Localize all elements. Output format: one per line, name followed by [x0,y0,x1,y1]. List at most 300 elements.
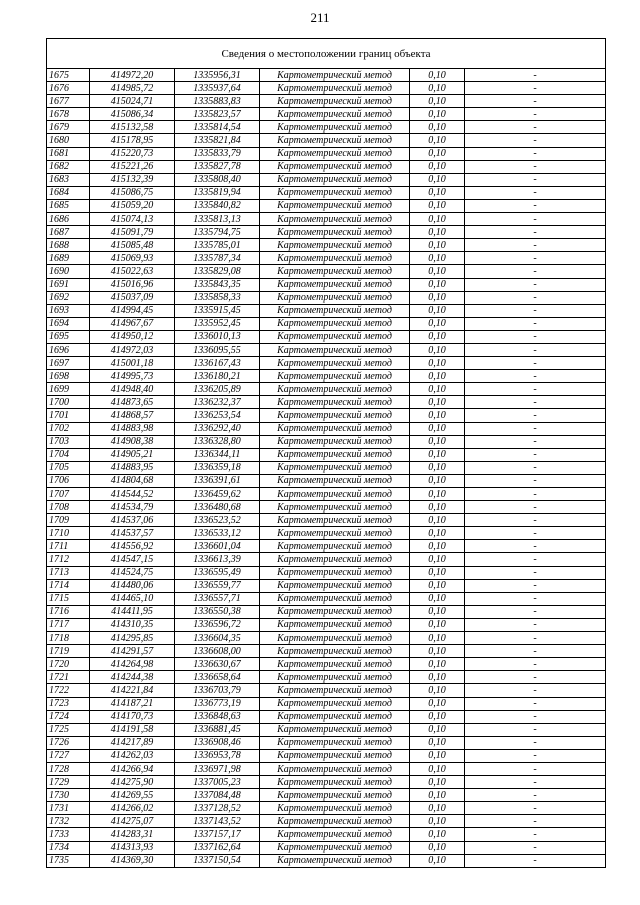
point-number-cell: 1717 [47,618,90,631]
description-cell: - [465,304,606,317]
point-number-cell: 1719 [47,645,90,658]
description-cell: - [465,461,606,474]
x-coordinate-cell: 415085,48 [90,239,175,252]
point-number-cell: 1734 [47,841,90,854]
y-coordinate-cell: 1336344,11 [175,448,260,461]
description-cell: - [465,645,606,658]
y-coordinate-cell: 1336010,13 [175,330,260,343]
x-coordinate-cell: 414244,38 [90,671,175,684]
y-coordinate-cell: 1337128,52 [175,802,260,815]
method-cell: Картометрический метод [260,448,410,461]
accuracy-cell: 0,10 [410,265,465,278]
x-coordinate-cell: 414262,03 [90,749,175,762]
accuracy-cell: 0,10 [410,317,465,330]
y-coordinate-cell: 1336205,89 [175,383,260,396]
description-cell: - [465,854,606,867]
description-cell: - [465,749,606,762]
x-coordinate-cell: 415178,95 [90,134,175,147]
method-cell: Картометрический метод [260,265,410,278]
description-cell: - [465,409,606,422]
method-cell: Картометрический метод [260,658,410,671]
description-cell: - [465,343,606,356]
table-row [47,658,606,671]
table-row [47,501,606,514]
method-cell: Картометрический метод [260,160,410,173]
accuracy-cell: 0,10 [410,749,465,762]
x-coordinate-cell: 414291,57 [90,645,175,658]
point-number-cell: 1718 [47,632,90,645]
method-cell: Картометрический метод [260,854,410,867]
y-coordinate-cell: 1336550,38 [175,605,260,618]
table-row [47,121,606,134]
y-coordinate-cell: 1336971,98 [175,762,260,775]
description-cell: - [465,357,606,370]
y-coordinate-cell: 1336848,63 [175,710,260,723]
method-cell: Картометрический метод [260,95,410,108]
y-coordinate-cell: 1336180,21 [175,370,260,383]
point-number-cell: 1693 [47,304,90,317]
accuracy-cell: 0,10 [410,291,465,304]
x-coordinate-cell: 414465,10 [90,592,175,605]
y-coordinate-cell: 1337143,52 [175,815,260,828]
x-coordinate-cell: 414967,67 [90,317,175,330]
method-cell: Картометрический метод [260,540,410,553]
description-cell: - [465,265,606,278]
table-row [47,723,606,736]
point-number-cell: 1716 [47,605,90,618]
point-number-cell: 1723 [47,697,90,710]
point-number-cell: 1689 [47,252,90,265]
x-coordinate-cell: 414480,06 [90,579,175,592]
method-cell: Картометрический метод [260,762,410,775]
method-cell: Картометрический метод [260,330,410,343]
y-coordinate-cell: 1335819,94 [175,186,260,199]
accuracy-cell: 0,10 [410,579,465,592]
y-coordinate-cell: 1336604,35 [175,632,260,645]
table-row [47,854,606,867]
table-row [47,317,606,330]
table-row [47,474,606,487]
accuracy-cell: 0,10 [410,514,465,527]
point-number-cell: 1715 [47,592,90,605]
table-row [47,278,606,291]
description-cell: - [465,422,606,435]
y-coordinate-cell: 1335821,84 [175,134,260,147]
x-coordinate-cell: 415022,63 [90,265,175,278]
table-row [47,762,606,775]
description-cell: - [465,527,606,540]
description-cell: - [465,226,606,239]
y-coordinate-cell: 1336359,18 [175,461,260,474]
method-cell: Картометрический метод [260,736,410,749]
table-row [47,409,606,422]
x-coordinate-cell: 414995,73 [90,370,175,383]
description-cell: - [465,658,606,671]
description-cell: - [465,488,606,501]
x-coordinate-cell: 414537,57 [90,527,175,540]
method-cell: Картометрический метод [260,278,410,291]
x-coordinate-cell: 414524,75 [90,566,175,579]
description-cell: - [465,632,606,645]
x-coordinate-cell: 415059,20 [90,199,175,212]
table-header-title: Сведения о местоположении границ объекта [46,38,606,68]
accuracy-cell: 0,10 [410,409,465,422]
y-coordinate-cell: 1335840,82 [175,199,260,212]
table-row [47,566,606,579]
point-number-cell: 1676 [47,82,90,95]
accuracy-cell: 0,10 [410,186,465,199]
y-coordinate-cell: 1336557,71 [175,592,260,605]
accuracy-cell: 0,10 [410,618,465,631]
point-number-cell: 1725 [47,723,90,736]
point-number-cell: 1711 [47,540,90,553]
point-number-cell: 1696 [47,343,90,356]
description-cell: - [465,147,606,160]
x-coordinate-cell: 415132,58 [90,121,175,134]
method-cell: Картометрический метод [260,474,410,487]
point-number-cell: 1685 [47,199,90,212]
point-number-cell: 1708 [47,501,90,514]
y-coordinate-cell: 1337162,64 [175,841,260,854]
description-cell: - [465,213,606,226]
x-coordinate-cell: 414873,65 [90,396,175,409]
point-number-cell: 1695 [47,330,90,343]
x-coordinate-cell: 414295,85 [90,632,175,645]
point-number-cell: 1681 [47,147,90,160]
y-coordinate-cell: 1335823,57 [175,108,260,121]
y-coordinate-cell: 1336328,80 [175,435,260,448]
table-row [47,291,606,304]
method-cell: Картометрический метод [260,317,410,330]
table-row [47,213,606,226]
method-cell: Картометрический метод [260,343,410,356]
point-number-cell: 1677 [47,95,90,108]
y-coordinate-cell: 1335883,83 [175,95,260,108]
table-row [47,749,606,762]
accuracy-cell: 0,10 [410,422,465,435]
accuracy-cell: 0,10 [410,684,465,697]
description-cell: - [465,710,606,723]
table-row [47,645,606,658]
description-cell: - [465,186,606,199]
accuracy-cell: 0,10 [410,527,465,540]
method-cell: Картометрический метод [260,501,410,514]
accuracy-cell: 0,10 [410,160,465,173]
accuracy-cell: 0,10 [410,645,465,658]
y-coordinate-cell: 1336596,72 [175,618,260,631]
x-coordinate-cell: 414369,30 [90,854,175,867]
x-coordinate-cell: 414883,98 [90,422,175,435]
accuracy-cell: 0,10 [410,789,465,802]
point-number-cell: 1710 [47,527,90,540]
table-row [47,383,606,396]
method-cell: Картометрический метод [260,199,410,212]
y-coordinate-cell: 1335814,54 [175,121,260,134]
description-cell: - [465,82,606,95]
method-cell: Картометрический метод [260,82,410,95]
description-cell: - [465,501,606,514]
x-coordinate-cell: 415086,75 [90,186,175,199]
y-coordinate-cell: 1336559,77 [175,579,260,592]
table-row [47,82,606,95]
y-coordinate-cell: 1336595,49 [175,566,260,579]
y-coordinate-cell: 1336953,78 [175,749,260,762]
description-cell: - [465,736,606,749]
point-number-cell: 1682 [47,160,90,173]
table-row [47,199,606,212]
point-number-cell: 1675 [47,69,90,82]
description-cell: - [465,199,606,212]
point-number-cell: 1705 [47,461,90,474]
method-cell: Картометрический метод [260,147,410,160]
y-coordinate-cell: 1336253,54 [175,409,260,422]
point-number-cell: 1691 [47,278,90,291]
description-cell: - [465,723,606,736]
description-cell: - [465,566,606,579]
description-cell: - [465,108,606,121]
accuracy-cell: 0,10 [410,134,465,147]
method-cell: Картометрический метод [260,383,410,396]
accuracy-cell: 0,10 [410,841,465,854]
method-cell: Картометрический метод [260,684,410,697]
accuracy-cell: 0,10 [410,566,465,579]
table-row [47,108,606,121]
x-coordinate-cell: 415220,73 [90,147,175,160]
table-row [47,422,606,435]
y-coordinate-cell: 1336773,19 [175,697,260,710]
table-row [47,736,606,749]
point-number-cell: 1683 [47,173,90,186]
method-cell: Картометрический метод [260,108,410,121]
method-cell: Картометрический метод [260,828,410,841]
accuracy-cell: 0,10 [410,383,465,396]
x-coordinate-cell: 414905,21 [90,448,175,461]
accuracy-cell: 0,10 [410,658,465,671]
accuracy-cell: 0,10 [410,226,465,239]
x-coordinate-cell: 414310,35 [90,618,175,631]
table-row [47,540,606,553]
description-cell: - [465,370,606,383]
method-cell: Картометрический метод [260,632,410,645]
point-number-cell: 1686 [47,213,90,226]
accuracy-cell: 0,10 [410,252,465,265]
point-number-cell: 1720 [47,658,90,671]
description-cell: - [465,671,606,684]
method-cell: Картометрический метод [260,815,410,828]
point-number-cell: 1732 [47,815,90,828]
table-row [47,514,606,527]
method-cell: Картометрический метод [260,252,410,265]
point-number-cell: 1735 [47,854,90,867]
method-cell: Картометрический метод [260,579,410,592]
y-coordinate-cell: 1336095,55 [175,343,260,356]
point-number-cell: 1701 [47,409,90,422]
point-number-cell: 1724 [47,710,90,723]
method-cell: Картометрический метод [260,749,410,762]
description-cell: - [465,121,606,134]
y-coordinate-cell: 1337084,48 [175,789,260,802]
y-coordinate-cell: 1336292,40 [175,422,260,435]
x-coordinate-cell: 414994,45 [90,304,175,317]
x-coordinate-cell: 414804,68 [90,474,175,487]
description-cell: - [465,252,606,265]
method-cell: Картометрический метод [260,69,410,82]
method-cell: Картометрический метод [260,134,410,147]
y-coordinate-cell: 1336480,68 [175,501,260,514]
point-number-cell: 1727 [47,749,90,762]
point-number-cell: 1699 [47,383,90,396]
method-cell: Картометрический метод [260,409,410,422]
table-row [47,632,606,645]
point-number-cell: 1690 [47,265,90,278]
y-coordinate-cell: 1337005,23 [175,776,260,789]
method-cell: Картометрический метод [260,488,410,501]
y-coordinate-cell: 1336391,61 [175,474,260,487]
accuracy-cell: 0,10 [410,815,465,828]
description-cell: - [465,605,606,618]
x-coordinate-cell: 414985,72 [90,82,175,95]
point-number-cell: 1687 [47,226,90,239]
point-number-cell: 1728 [47,762,90,775]
point-number-cell: 1684 [47,186,90,199]
method-cell: Картометрический метод [260,566,410,579]
table-row [47,95,606,108]
method-cell: Картометрический метод [260,605,410,618]
point-number-cell: 1731 [47,802,90,815]
y-coordinate-cell: 1336613,39 [175,553,260,566]
accuracy-cell: 0,10 [410,304,465,317]
description-cell: - [465,435,606,448]
table-row [47,330,606,343]
table-row [47,461,606,474]
x-coordinate-cell: 414908,38 [90,435,175,448]
description-cell: - [465,160,606,173]
accuracy-cell: 0,10 [410,488,465,501]
y-coordinate-cell: 1335785,01 [175,239,260,252]
y-coordinate-cell: 1336630,67 [175,658,260,671]
table-row [47,304,606,317]
y-coordinate-cell: 1335787,34 [175,252,260,265]
y-coordinate-cell: 1336881,45 [175,723,260,736]
point-number-cell: 1721 [47,671,90,684]
table-row [47,828,606,841]
x-coordinate-cell: 415091,79 [90,226,175,239]
method-cell: Картометрический метод [260,213,410,226]
method-cell: Картометрический метод [260,723,410,736]
method-cell: Картометрический метод [260,396,410,409]
accuracy-cell: 0,10 [410,854,465,867]
accuracy-cell: 0,10 [410,357,465,370]
description-cell: - [465,762,606,775]
x-coordinate-cell: 415132,39 [90,173,175,186]
x-coordinate-cell: 414217,89 [90,736,175,749]
table-row [47,579,606,592]
accuracy-cell: 0,10 [410,501,465,514]
coordinates-table [46,68,606,868]
table-row [47,697,606,710]
accuracy-cell: 0,10 [410,370,465,383]
y-coordinate-cell: 1336232,37 [175,396,260,409]
accuracy-cell: 0,10 [410,723,465,736]
table-row [47,396,606,409]
point-number-cell: 1680 [47,134,90,147]
point-number-cell: 1709 [47,514,90,527]
accuracy-cell: 0,10 [410,69,465,82]
accuracy-cell: 0,10 [410,828,465,841]
description-cell: - [465,618,606,631]
x-coordinate-cell: 415086,34 [90,108,175,121]
description-cell: - [465,173,606,186]
method-cell: Картометрический метод [260,553,410,566]
accuracy-cell: 0,10 [410,199,465,212]
x-coordinate-cell: 414556,92 [90,540,175,553]
y-coordinate-cell: 1336908,46 [175,736,260,749]
point-number-cell: 1679 [47,121,90,134]
table-row [47,435,606,448]
description-cell: - [465,396,606,409]
description-cell: - [465,828,606,841]
description-cell: - [465,579,606,592]
accuracy-cell: 0,10 [410,330,465,343]
method-cell: Картометрический метод [260,841,410,854]
y-coordinate-cell: 1336703,79 [175,684,260,697]
x-coordinate-cell: 414187,21 [90,697,175,710]
method-cell: Картометрический метод [260,671,410,684]
description-cell: - [465,553,606,566]
x-coordinate-cell: 414411,95 [90,605,175,618]
table-row [47,618,606,631]
accuracy-cell: 0,10 [410,343,465,356]
point-number-cell: 1692 [47,291,90,304]
x-coordinate-cell: 414948,40 [90,383,175,396]
table-row [47,527,606,540]
point-number-cell: 1697 [47,357,90,370]
x-coordinate-cell: 414534,79 [90,501,175,514]
method-cell: Картометрический метод [260,789,410,802]
y-coordinate-cell: 1335833,79 [175,147,260,160]
point-number-cell: 1714 [47,579,90,592]
x-coordinate-cell: 414170,73 [90,710,175,723]
accuracy-cell: 0,10 [410,762,465,775]
y-coordinate-cell: 1335808,40 [175,173,260,186]
accuracy-cell: 0,10 [410,802,465,815]
point-number-cell: 1698 [47,370,90,383]
x-coordinate-cell: 414266,02 [90,802,175,815]
y-coordinate-cell: 1335858,33 [175,291,260,304]
y-coordinate-cell: 1335813,13 [175,213,260,226]
accuracy-cell: 0,10 [410,553,465,566]
method-cell: Картометрический метод [260,304,410,317]
point-number-cell: 1733 [47,828,90,841]
description-cell: - [465,317,606,330]
table-row [47,147,606,160]
method-cell: Картометрический метод [260,370,410,383]
x-coordinate-cell: 414547,15 [90,553,175,566]
description-cell: - [465,69,606,82]
description-cell: - [465,474,606,487]
table-row [47,357,606,370]
description-cell: - [465,841,606,854]
x-coordinate-cell: 415069,93 [90,252,175,265]
x-coordinate-cell: 414868,57 [90,409,175,422]
table-row [47,488,606,501]
x-coordinate-cell: 415016,96 [90,278,175,291]
point-number-cell: 1726 [47,736,90,749]
accuracy-cell: 0,10 [410,736,465,749]
description-cell: - [465,697,606,710]
method-cell: Картометрический метод [260,514,410,527]
method-cell: Картометрический метод [260,618,410,631]
